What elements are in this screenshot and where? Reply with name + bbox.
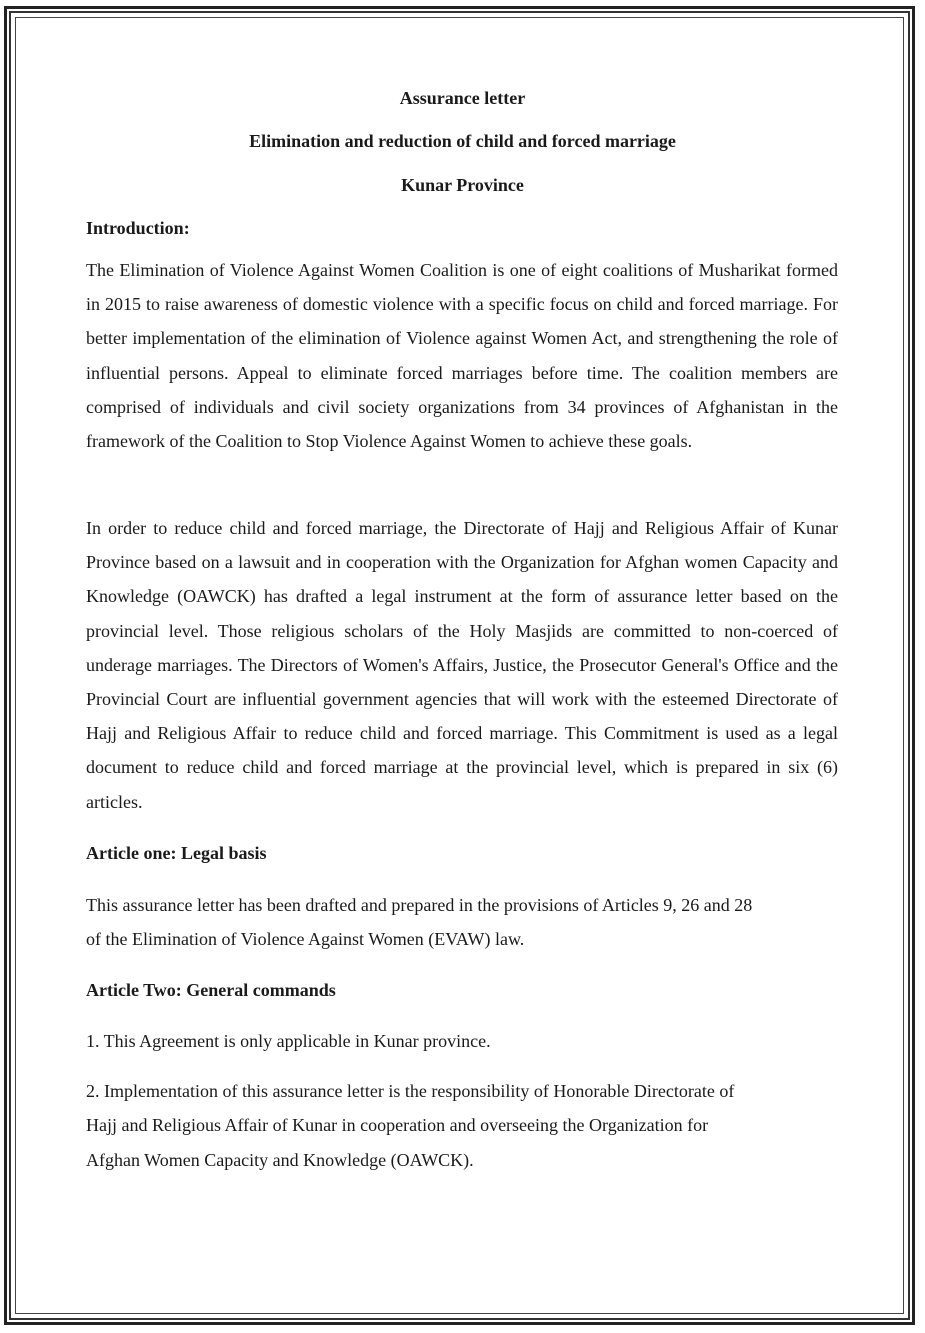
article-two-heading: Article Two: General commands [86,980,336,1000]
article-one-heading: Article one: Legal basis [86,843,267,863]
document-title: Assurance letter [399,88,526,108]
article-two-item-2-line-2: Hajj and Religious Affair of Kunar in cooperation and overseeing the Organization for [86,1115,709,1135]
article-one-line-2: of the Elimination of Violence Against Women (EVAW) law. [86,929,525,949]
introduction-paragraph-1: The Elimination of Violence Against Women Coalition is one of eight coalitions of Musharikat formed in 2015 to raise awareness of domestic violence with a specific focus on child and forced marriage. For better implementation of the elimination of Violence against Women Act, and strengthening the role of influential persons. Appeal to eliminate forced marriages before time. The coalition members are comprised of individuals and civil society organizations from 34 provinces of Afghanistan in the framework of the Coalition to Stop Violence Against Women to achieve these goals. [86,260,838,452]
article-one-line-1: This assurance letter has been drafted and prepared in the provisions of Articles 9, 26 and 28 [86,895,753,915]
article-two-item-1: 1. This Agreement is only applicable in Kunar province. [86,1031,491,1051]
article-two-item-2-line-1: 2. Implementation of this assurance letter is the responsibility of Honorable Directorate of [86,1081,735,1101]
introduction-heading: Introduction: [86,218,190,238]
document-subtitle: Elimination and reduction of child and forced marriage [249,131,676,151]
introduction-paragraph-2: In order to reduce child and forced marriage, the Directorate of Hajj and Religious Affair of Kunar Province based on a lawsuit and in cooperation with the Organization for Afghan women Capacity and Knowledge (OAWCK) has drafted a legal instrument at the form of assurance letter based on the provincial level. Those religious scholars of the Holy Masjids are committed to non-coerced of underage marriages. The Directors of Women's Affairs, Justice, the Prosecutor General's Office and the Provincial Court are influential government agencies that will work with the esteemed Directorate of Hajj and Religious Affair to reduce child and forced marriage. This Commitment is used as a legal document to reduce child and forced marriage at the provincial level, which is prepared in six (6) articles. [86,518,838,812]
article-two-item-2-line-3: Afghan Women Capacity and Knowledge (OAWCK). [86,1150,474,1170]
province-heading: Kunar Province [401,175,524,195]
